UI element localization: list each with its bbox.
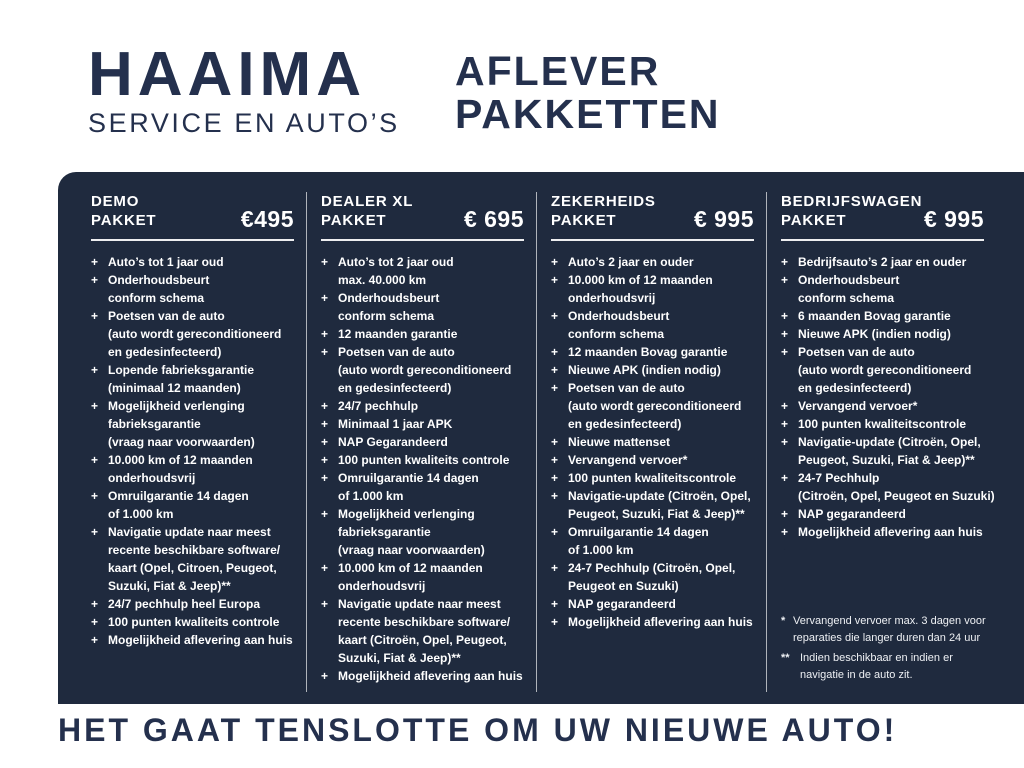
item-line: Auto’s 2 jaar en ouder [568,255,694,269]
package-item [781,469,995,505]
plus-marker: + [551,453,559,467]
plus-marker: + [321,399,329,413]
package-name-line2: PAKKET [781,212,847,229]
plus-marker: + [551,525,559,539]
plus-marker: + [551,363,559,377]
plus-marker: + [91,525,99,539]
package-item [321,559,524,595]
package-name-line2: PAKKET [551,212,617,229]
package-name [91,192,156,230]
item-line: Nieuwe APK (indien nodig) [798,327,951,341]
item-line: 100 punten kwaliteits controle [108,615,280,629]
brand-logo-subtitle: SERVICE EN AUTO’S [88,108,400,138]
package-name [321,192,413,230]
plus-marker: + [91,255,99,269]
plus-marker: + [91,399,99,413]
package-item [321,289,524,325]
item-line: of 1.000 km [338,489,404,503]
item-line: recente beschikbare software/ [108,543,281,557]
plus-marker: + [551,597,559,611]
plus-marker: + [91,489,99,503]
package-item [91,595,294,613]
package-item [321,505,524,559]
item-line: 12 maanden Bovag garantie [568,345,728,359]
package-item [91,271,294,307]
package-item [781,415,984,433]
package-feature-list [321,253,524,685]
package-header [781,192,984,230]
item-line: Auto’s tot 1 jaar oud [108,255,224,269]
item-line: 100 punten kwaliteits controle [338,453,510,467]
package-item [91,613,294,631]
item-line: 100 punten kwaliteitscontrole [568,471,737,485]
packages-panel [58,172,1024,704]
plus-marker: + [551,255,559,269]
package-item [91,451,294,487]
item-line: en gedesinfecteerd) [338,381,452,395]
item-line: Nieuwe APK (indien nodig) [568,363,721,377]
plus-marker: + [321,255,329,269]
plus-marker: + [321,291,329,305]
package-item [781,253,984,271]
plus-marker: + [321,669,329,683]
item-line: (Citroën, Opel, Peugeot en Suzuki) [798,489,995,503]
package-feature-list [551,253,754,631]
footnote-line: reparaties die langer duren dan 24 uur [793,632,981,644]
item-line: 24/7 pechhulp [338,399,419,413]
item-line: conform schema [338,309,435,323]
package-item [551,451,754,469]
package-column-3 [537,192,767,692]
item-line: Navigatie-update (Citroën, Opel, [568,489,751,503]
package-item [321,343,524,397]
item-line: 24-7 Pechhulp [798,471,880,485]
package-item [781,505,984,523]
package-column-4 [767,192,996,692]
item-line: conform schema [108,291,205,305]
package-item [551,433,754,451]
item-line: (minimaal 12 maanden) [108,381,241,395]
item-line: Peugeot, Suzuki, Fiat & Jeep)** [798,453,975,467]
package-item [551,379,754,433]
plus-marker: + [91,363,99,377]
item-line: Poetsen van de auto [108,309,225,323]
page-title [455,50,721,136]
footnote-line: navigatie in de auto zit. [800,669,913,681]
package-item [91,523,294,595]
item-line: 100 punten kwaliteitscontrole [798,417,967,431]
package-name [781,192,922,230]
footnote-line: Vervangend vervoer max. 3 dagen voor [793,615,986,627]
package-name-line1: DEALER XL [321,193,414,210]
package-header [551,192,754,230]
package-feature-list [91,253,294,649]
plus-marker: + [321,327,329,341]
package-item [781,307,984,325]
footnotes [781,613,984,684]
item-line: Navigatie update naar meest [338,597,501,611]
plus-marker: + [781,345,789,359]
package-name-line1: DEMO [91,193,140,210]
plus-marker: + [551,345,559,359]
brand-block [88,40,400,138]
package-item [551,469,754,487]
package-name [551,192,656,230]
plus-marker: + [321,597,329,611]
item-line: 12 maanden garantie [338,327,458,341]
package-item [781,343,984,397]
plus-marker: + [781,507,789,521]
item-line: 6 maanden Bovag garantie [798,309,951,323]
item-line: Mogelijkheid aflevering aan huis [568,615,753,629]
package-item [321,469,524,505]
item-line: of 1.000 km [108,507,174,521]
plus-marker: + [321,435,329,449]
package-item [551,595,754,613]
item-line: Poetsen van de auto [568,381,685,395]
footnote-line: Indien beschikbaar en indien er [800,652,953,664]
item-line: Mogelijkheid verlenging [338,507,475,521]
plus-marker: + [321,417,329,431]
plus-marker: + [321,561,329,575]
plus-marker: + [321,453,329,467]
package-item [551,559,754,595]
item-line: Vervangend vervoer* [568,453,688,467]
package-item [321,451,524,469]
item-line: Mogelijkheid verlenging [108,399,245,413]
package-item [91,631,294,649]
plus-marker: + [551,309,559,323]
header-underline [551,239,754,241]
plus-marker: + [781,399,789,413]
plus-marker: + [781,273,789,287]
package-name-line2: PAKKET [321,212,387,229]
item-line: 10.000 km of 12 maanden [338,561,483,575]
item-line: (vraag naar voorwaarden) [108,435,255,449]
header-underline [781,239,984,241]
plus-marker: + [91,597,99,611]
item-line: Omruilgarantie 14 dagen [108,489,249,503]
plus-marker: + [781,255,789,269]
item-line: Onderhoudsbeurt [568,309,670,323]
item-line: fabrieksgarantie [108,417,201,431]
footer-tagline: HET GAAT TENSLOTTE OM UW NIEUWE AUTO! [58,712,898,748]
package-item [321,325,524,343]
item-line: kaart (Citroën, Opel, Peugeot, [338,633,507,647]
package-item [781,271,984,307]
plus-marker: + [551,471,559,485]
item-line: Suzuki, Fiat & Jeep)** [108,579,231,593]
plus-marker: + [781,435,789,449]
item-line: 10.000 km of 12 maanden [568,273,713,287]
plus-marker: + [321,345,329,359]
plus-marker: + [781,525,789,539]
item-line: Omruilgarantie 14 dagen [568,525,709,539]
item-line: recente beschikbare software/ [338,615,511,629]
plus-marker: + [91,615,99,629]
package-column-2 [307,192,537,692]
item-line: Nieuwe mattenset [568,435,671,449]
package-item [781,397,984,415]
item-line: Peugeot en Suzuki) [568,579,679,593]
item-line: Lopende fabrieksgarantie [108,363,255,377]
item-line: en gedesinfecteerd) [798,381,912,395]
item-line: fabrieksgarantie [338,525,431,539]
package-item [781,433,984,469]
header-underline [321,239,524,241]
item-line: Bedrijfsauto’s 2 jaar en ouder [798,255,967,269]
plus-marker: + [551,381,559,395]
plus-marker: + [781,417,789,431]
package-item [91,253,294,271]
item-line: Navigatie update naar meest [108,525,271,539]
package-item [321,667,524,685]
package-header [321,192,524,230]
item-line: Navigatie-update (Citroën, Opel, [798,435,981,449]
plus-marker: + [551,273,559,287]
header-underline [91,239,294,241]
item-line: Minimaal 1 jaar APK [338,417,453,431]
item-line: Suzuki, Fiat & Jeep)** [338,651,461,665]
item-line: Auto’s tot 2 jaar oud [338,255,454,269]
packages-row [91,192,996,692]
item-line: Vervangend vervoer* [798,399,918,413]
package-name-line2: PAKKET [91,212,157,229]
item-line: Onderhoudsbeurt [338,291,440,305]
page-title-line1: AFLEVER [455,48,661,94]
item-line: Poetsen van de auto [338,345,455,359]
plus-marker: + [551,561,559,575]
item-line: Peugeot, Suzuki, Fiat & Jeep)** [568,507,745,521]
package-item [551,343,754,361]
package-item [91,307,294,361]
item-line: conform schema [568,327,665,341]
item-line: Mogelijkheid aflevering aan huis [108,633,293,647]
footnote [781,650,984,684]
package-header [91,192,294,230]
item-line: (vraag naar voorwaarden) [338,543,485,557]
item-line: onderhoudsvrij [338,579,426,593]
package-price: € 695 [463,206,524,232]
package-item [321,253,524,289]
plus-marker: + [551,435,559,449]
package-column-1 [91,192,307,692]
package-feature-list [781,253,995,541]
package-item [551,271,754,307]
package-item [91,361,294,397]
item-line: (auto wordt gereconditioneerd [108,327,282,341]
package-price: € 995 [923,206,984,232]
package-item [321,415,524,433]
package-item [551,361,754,379]
item-line: 10.000 km of 12 maanden [108,453,253,467]
asterisk-marker: ** [781,652,790,664]
package-item [321,397,524,415]
plus-marker: + [781,309,789,323]
item-line: onderhoudsvrij [108,471,196,485]
plus-marker: + [91,453,99,467]
item-line: en gedesinfecteerd) [108,345,222,359]
item-line: NAP gegarandeerd [798,507,906,521]
package-price: € 995 [693,206,754,232]
plus-marker: + [91,273,99,287]
package-item [551,307,754,343]
item-line: of 1.000 km [568,543,634,557]
package-item [551,613,754,631]
package-item [781,325,984,343]
asterisk-marker: * [781,615,786,627]
plus-marker: + [321,471,329,485]
item-line: Omruilgarantie 14 dagen [338,471,479,485]
plus-marker: + [781,327,789,341]
item-line: en gedesinfecteerd) [568,417,682,431]
package-item [91,487,294,523]
package-name-line1: BEDRIJFSWAGEN [781,193,923,210]
package-item [551,487,754,523]
footnote [781,613,984,647]
item-line: (auto wordt gereconditioneerd [568,399,742,413]
item-line: (auto wordt gereconditioneerd [338,363,512,377]
item-line: max. 40.000 km [338,273,427,287]
package-item [551,253,754,271]
item-line: conform schema [798,291,895,305]
item-line: Mogelijkheid aflevering aan huis [338,669,523,683]
item-line: (auto wordt gereconditioneerd [798,363,972,377]
item-line: Mogelijkheid aflevering aan huis [798,525,983,539]
plus-marker: + [551,489,559,503]
item-line: kaart (Opel, Citroen, Peugeot, [108,561,277,575]
item-line: Onderhoudsbeurt [798,273,900,287]
plus-marker: + [781,471,789,485]
plus-marker: + [91,309,99,323]
item-line: NAP gegarandeerd [568,597,676,611]
item-line: onderhoudsvrij [568,291,656,305]
package-item [321,595,524,667]
item-line: Poetsen van de auto [798,345,915,359]
plus-marker: + [91,633,99,647]
package-item [91,397,294,451]
plus-marker: + [321,507,329,521]
item-line: 24/7 pechhulp heel Europa [108,597,261,611]
page-title-line2: PAKKETTEN [455,91,721,137]
package-item [321,433,524,451]
brand-logo-text: HAAIMA [88,40,366,109]
item-line: Onderhoudsbeurt [108,273,210,287]
package-item [551,523,754,559]
package-item [781,523,984,541]
item-line: 24-7 Pechhulp (Citroën, Opel, [568,561,736,575]
plus-marker: + [551,615,559,629]
item-line: NAP Gegarandeerd [338,435,448,449]
package-price: €495 [240,206,294,232]
package-name-line1: ZEKERHEIDS [551,193,656,210]
